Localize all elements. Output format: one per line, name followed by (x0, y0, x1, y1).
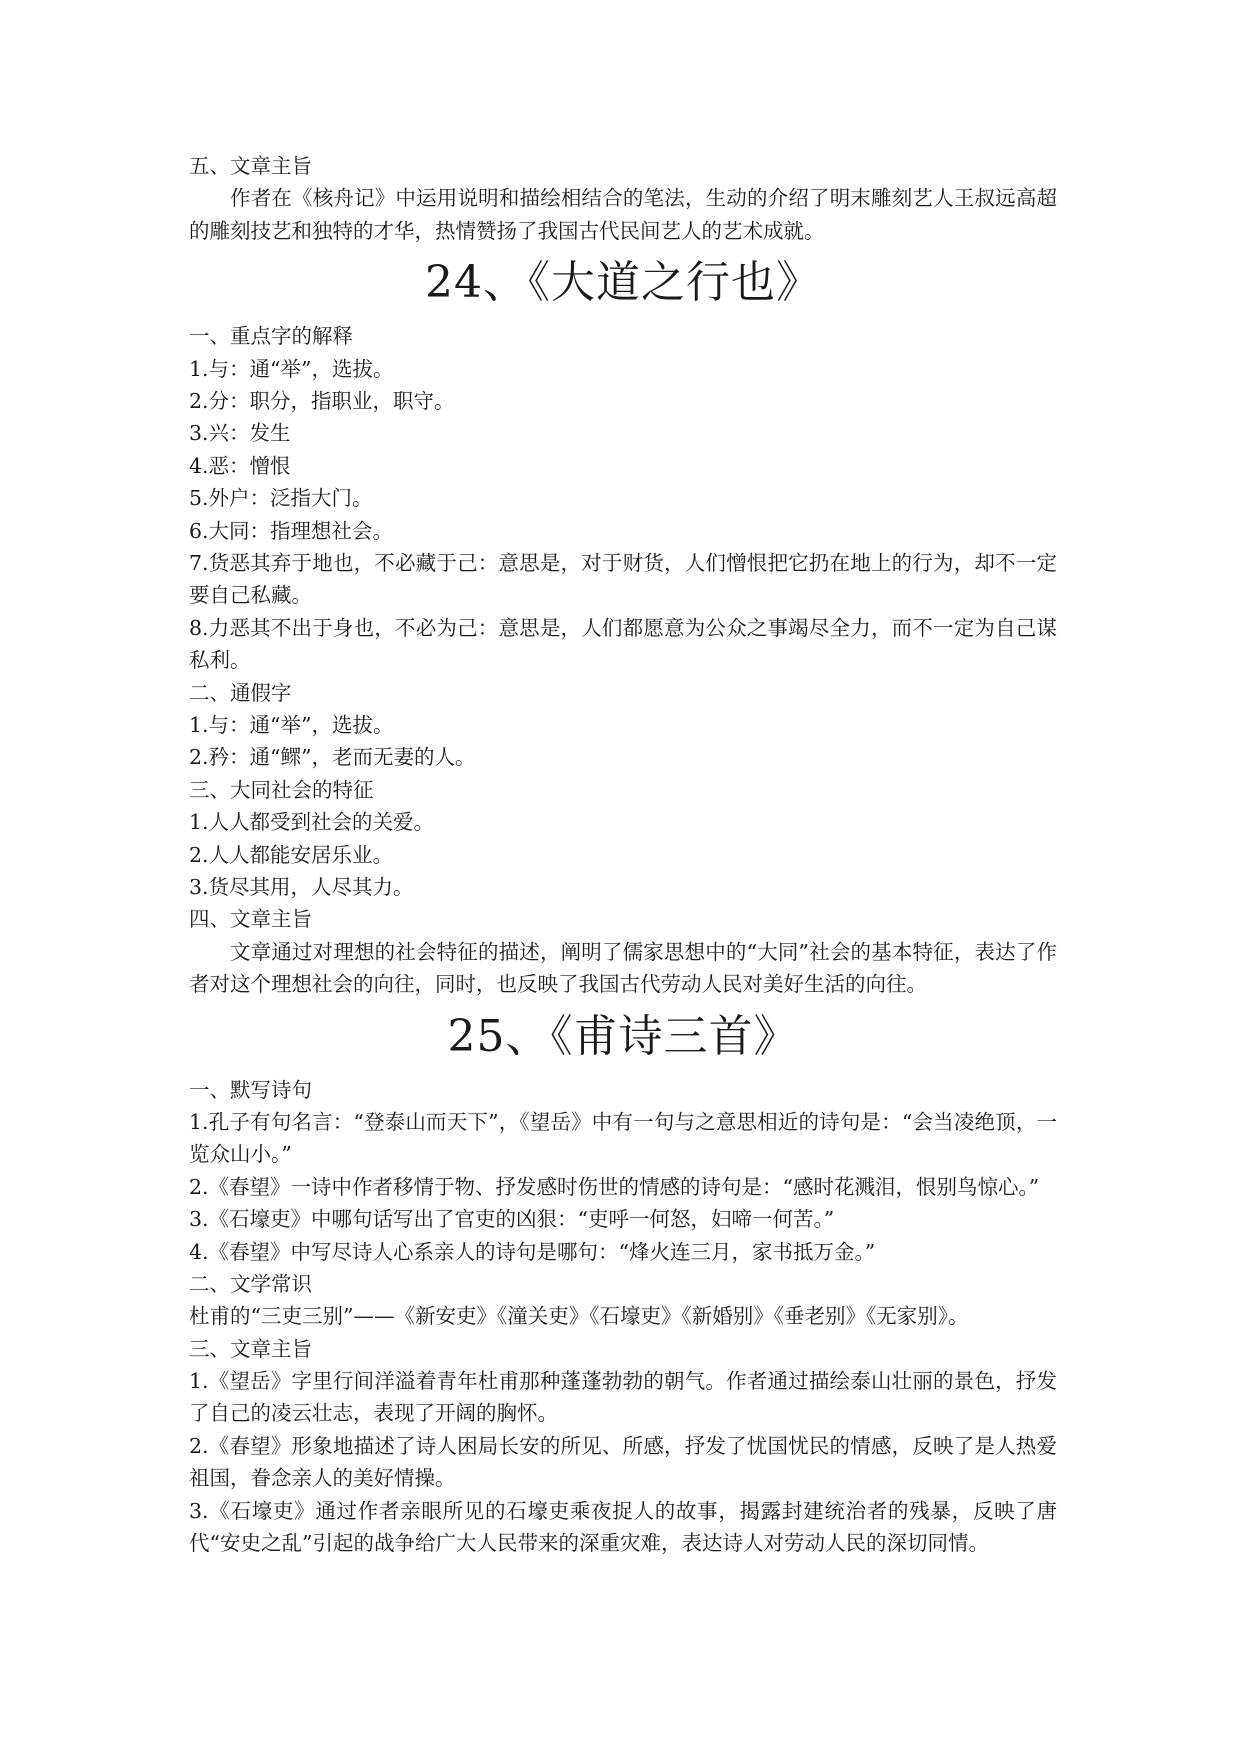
section-heading: 三、大同社会的特征 (189, 777, 374, 802)
list-item: 1.孔子有句名言：“登泰山而天下”，《望岳》中有一句与之意思相近的诗句是：“会当凌绝顶，一览众山小。” (189, 1109, 1057, 1167)
section-heading: 二、通假字 (189, 680, 292, 705)
list-item: 4.《春望》中写尽诗人心系亲人的诗句是哪句：“烽火连三月，家书抵万金。” (189, 1239, 876, 1264)
section-heading: 一、默写诗句 (189, 1077, 312, 1102)
list-item: 7.货恶其弃于地也，不必藏于己：意思是，对于财货，人们憎恨把它扔在地上的行为，却不一定要自己私藏。 (189, 550, 1057, 608)
literature-note: 杜甫的“三吏三别”——《新安吏》《潼关吏》《石壕吏》《新婚别》《垂老别》《无家别》。 (189, 1304, 969, 1329)
list-item: 1.《望岳》字里行间洋溢着青年杜甫那种蓬蓬勃勃的朝气。作者通过描绘泰山壮丽的景色，抒发了自己的凌云壮志，表现了开阔的胸怀。 (189, 1369, 1057, 1426)
list-item: 2.《春望》形象地描述了诗人困局长安的所见、所感，抒发了忧国忧民的情感，反映了是人热爱祖国，眷念亲人的美好情操。 (189, 1433, 1057, 1491)
list-item: 3.兴：发生 (189, 421, 291, 446)
summary-paragraph: 文章通过对理想的社会特征的描述，阐明了儒家思想中的“大同”社会的基本特征，表达了作者对这个理想社会的向往，同时，也反映了我国古代劳动人民对美好生活的向往。 (189, 939, 1057, 997)
section-heading: 一、重点字的解释 (189, 324, 353, 349)
list-item: 1.人人都受到社会的关爱。 (189, 810, 435, 835)
list-item: 2.矜：通“鳏”，老而无妻的人。 (189, 745, 476, 770)
list-item: 1.与：通“举”，选拔。 (189, 712, 394, 737)
list-item: 4.恶：憎恨 (189, 453, 291, 478)
chapter-title: 24、《大道之行也》 (425, 257, 821, 309)
section-heading: 二、文学常识 (189, 1271, 312, 1296)
chapter-title: 25、《甫诗三首》 (447, 1010, 799, 1062)
document-page (189, 150, 1057, 1560)
list-item: 3.《石壕吏》中哪句话写出了官吏的凶狠：“吏呼一何怒，妇啼一何苦。” (189, 1207, 835, 1232)
section-heading: 四、文章主旨 (189, 907, 312, 932)
list-item: 6.大同：指理想社会。 (189, 518, 394, 543)
section-heading: 三、文章主旨 (189, 1336, 312, 1361)
list-item: 1.与：通“举”，选拔。 (189, 356, 394, 381)
list-item: 3.《石壕吏》通过作者亲眼所见的石壕吏乘夜捉人的故事，揭露封建统治者的残暴，反映了唐代“安史之乱”引起的战争给广大人民带来的深重灾难，表达诗人对劳动人民的深切同情。 (189, 1498, 1057, 1556)
list-item: 8.力恶其不出于身也，不必为己：意思是，人们都愿意为公众之事竭尽全力，而不一定为自己谋私利。 (189, 615, 1057, 673)
section-heading: 五、文章主旨 (189, 154, 312, 178)
list-item: 2.人人都能安居乐业。 (189, 842, 394, 867)
list-item: 5.外户：泛指大门。 (189, 486, 373, 511)
list-item: 2.分：职分，指职业，职守。 (189, 388, 455, 413)
summary-paragraph: 作者在《核舟记》中运用说明和描绘相结合的笔法，生动的介绍了明末雕刻艺人王叔远高超的雕刻技艺和独特的才华，热情赞扬了我国古代民间艺人的艺术成就。 (189, 186, 1057, 243)
list-item: 3.货尽其用，人尽其力。 (189, 874, 414, 899)
list-item: 2.《春望》一诗中作者移情于物、抒发感时伤世的情感的诗句是：“感时花溅泪，恨别鸟惊心。” (189, 1174, 1040, 1199)
